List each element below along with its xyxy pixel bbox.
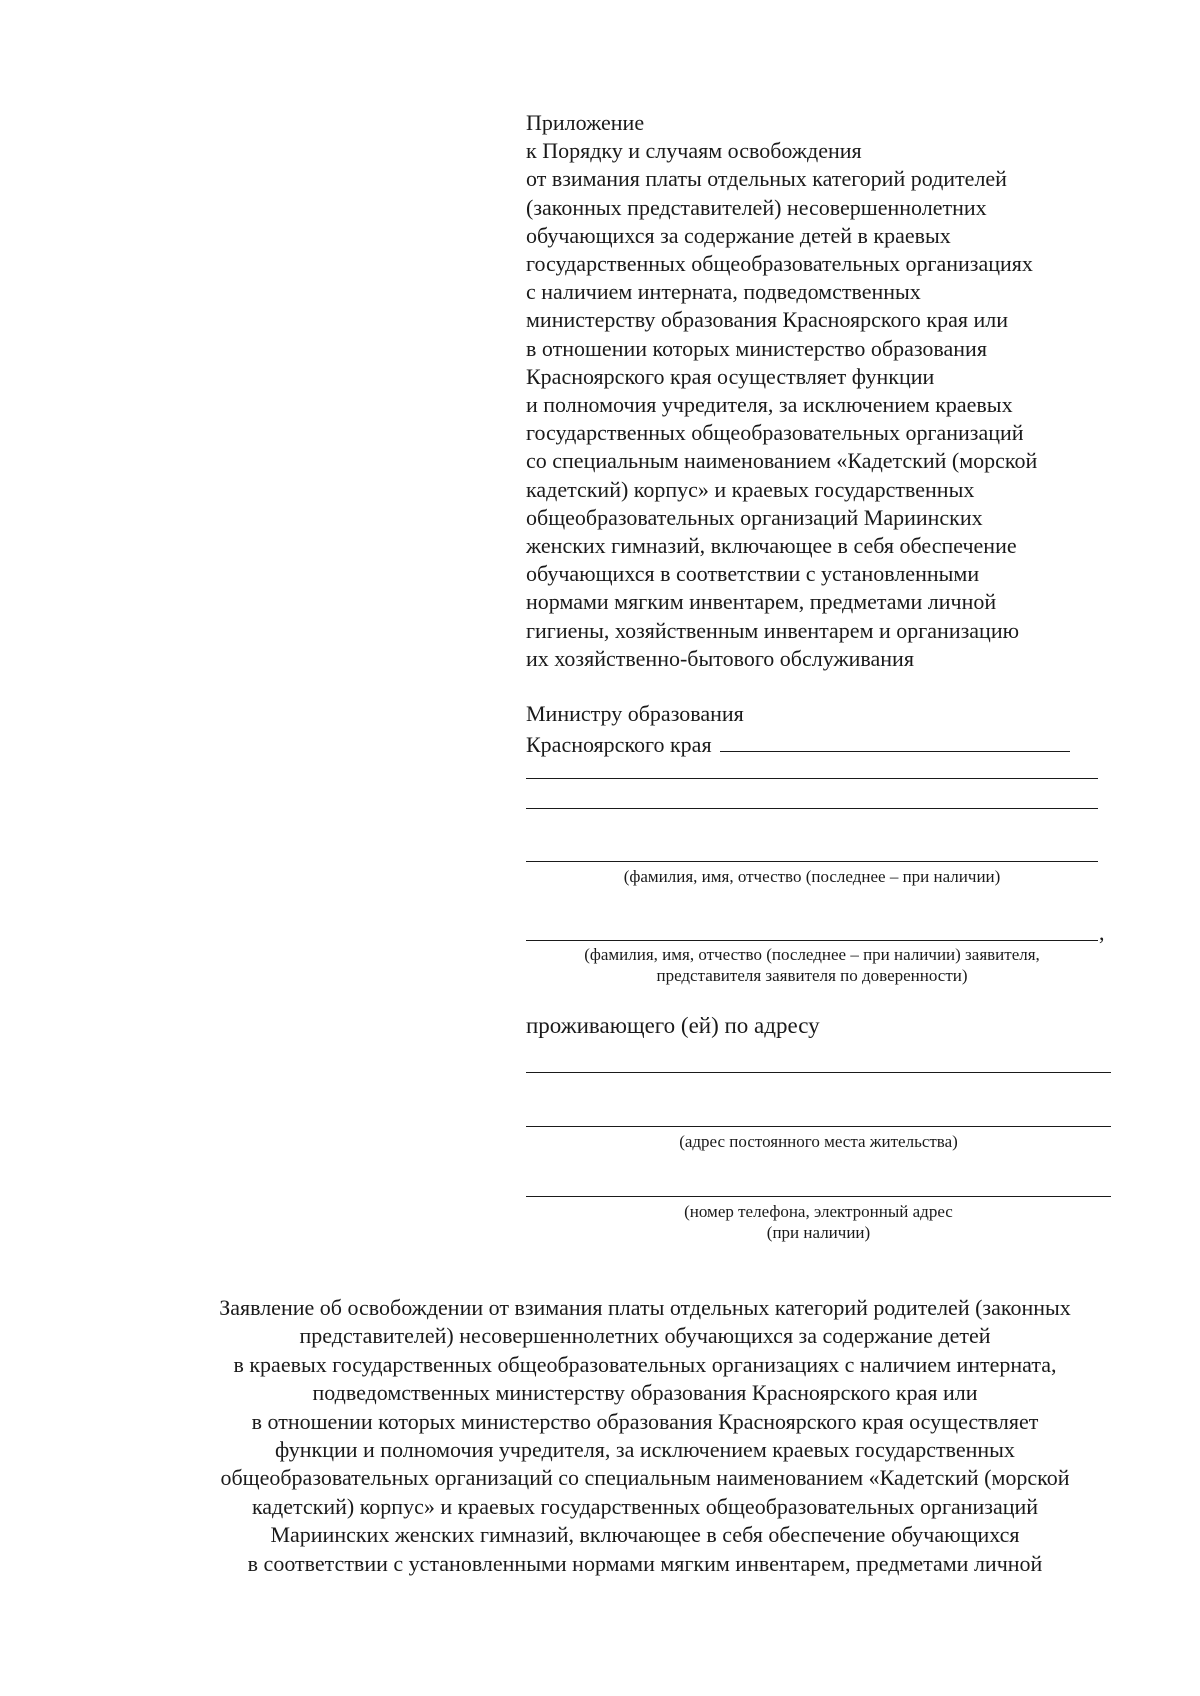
statement-line: Заявление об освобождении от взимания платы отдельных категорий родителей (законных: [219, 1295, 1071, 1320]
appendix-line: с наличием интерната, подведомственных: [526, 279, 921, 305]
statement-line: кадетский) корпус» и краевых государственных общеобразовательных организаций: [251, 1493, 1039, 1519]
applicant-caption: [526, 944, 1098, 986]
appendix-header: [526, 109, 1126, 673]
appendix-line: женских гимназий, включающее в себя обеспечение: [526, 533, 1017, 559]
minister-name-field-3[interactable]: [526, 808, 1098, 809]
address-caption: (адрес постоянного места жительства): [679, 1132, 958, 1151]
appendix-line: кадетский) корпус» и краевых государственных: [526, 476, 975, 502]
addressee-line-1: Министру образования: [526, 701, 744, 726]
contact-caption: [526, 1201, 1111, 1243]
statement-line: общеобразовательных организаций со специальным наименованием «Кадетский (морской: [220, 1465, 1070, 1491]
statement-line: представителей) несовершеннолетних обучающихся за содержание детей: [299, 1323, 991, 1349]
appendix-line: в отношении которых министерство образования: [526, 335, 987, 361]
contact-caption-line-2: (при наличии): [766, 1223, 871, 1242]
contact-caption-line-1: (номер телефона, электронный адрес: [684, 1202, 953, 1221]
statement-line: в соответствии с установленными нормами мягким инвентарем, предметами личной: [247, 1550, 1043, 1576]
appendix-line: гигиены, хозяйственным инвентарем и организацию: [526, 617, 1020, 643]
full-name-field[interactable]: [526, 861, 1098, 862]
addressee-line-2: [526, 729, 1126, 760]
contact-field[interactable]: [526, 1196, 1111, 1197]
statement-line: в краевых государственных общеобразовательных организациях с наличием интерната,: [233, 1351, 1057, 1377]
applicant-caption-line-1: (фамилия, имя, отчество (последнее – при наличии) заявителя,: [584, 945, 1040, 964]
statement-line: функции и полномочия учредителя, за исключением краевых государственных: [275, 1437, 1015, 1463]
appendix-line: со специальным наименованием «Кадетский (морской: [526, 448, 1038, 474]
appendix-line: государственных общеобразовательных организациях: [526, 251, 1033, 277]
appendix-line: обучающихся в соответствии с установленными: [526, 561, 980, 587]
statement-line: в отношении которых министерство образования Красноярского края осуществляет: [251, 1408, 1039, 1434]
addressee-region: Красноярского края: [526, 732, 712, 757]
statement-line: подведомственных министерству образования Красноярского края или: [312, 1380, 978, 1406]
statement-line: Мариинских женских гимназий, включающее в себя обеспечение обучающихся: [270, 1522, 1020, 1548]
appendix-line: (законных представителей) несовершеннолетних: [526, 194, 987, 220]
appendix-line: их хозяйственно-бытового обслуживания: [526, 645, 914, 671]
appendix-line: к Порядку и случаям освобождения: [526, 138, 862, 164]
residing-label: проживающего (ей) по адресу: [526, 1013, 820, 1038]
appendix-line: министерству образования Красноярского края или: [526, 307, 1009, 333]
address-field-1[interactable]: [526, 1072, 1111, 1073]
appendix-line: государственных общеобразовательных организаций: [526, 420, 1024, 446]
appendix-line: обучающихся за содержание детей в краевых: [526, 222, 951, 248]
minister-name-field-2[interactable]: [526, 778, 1098, 779]
appendix-line: общеобразовательных организаций Мариинских: [526, 504, 983, 530]
minister-name-field[interactable]: [720, 731, 1070, 752]
address-field-2[interactable]: [526, 1126, 1111, 1127]
comma-mark: ,: [1099, 920, 1105, 945]
appendix-line: Приложение: [526, 110, 645, 135]
appendix-line: от взимания платы отдельных категорий родителей: [526, 166, 1007, 192]
applicant-name-field[interactable]: [526, 940, 1098, 941]
full-name-caption: (фамилия, имя, отчество (последнее – при наличии): [623, 867, 1001, 886]
appendix-line: Красноярского края осуществляет функции: [526, 363, 935, 389]
appendix-line: и полномочия учредителя, за исключением краевых: [526, 392, 1013, 418]
applicant-caption-line-2: представителя заявителя по доверенности): [656, 966, 968, 985]
addressee-block: [526, 698, 1126, 760]
statement-title: [160, 1294, 1130, 1578]
appendix-line: нормами мягким инвентарем, предметами личной: [526, 589, 997, 615]
